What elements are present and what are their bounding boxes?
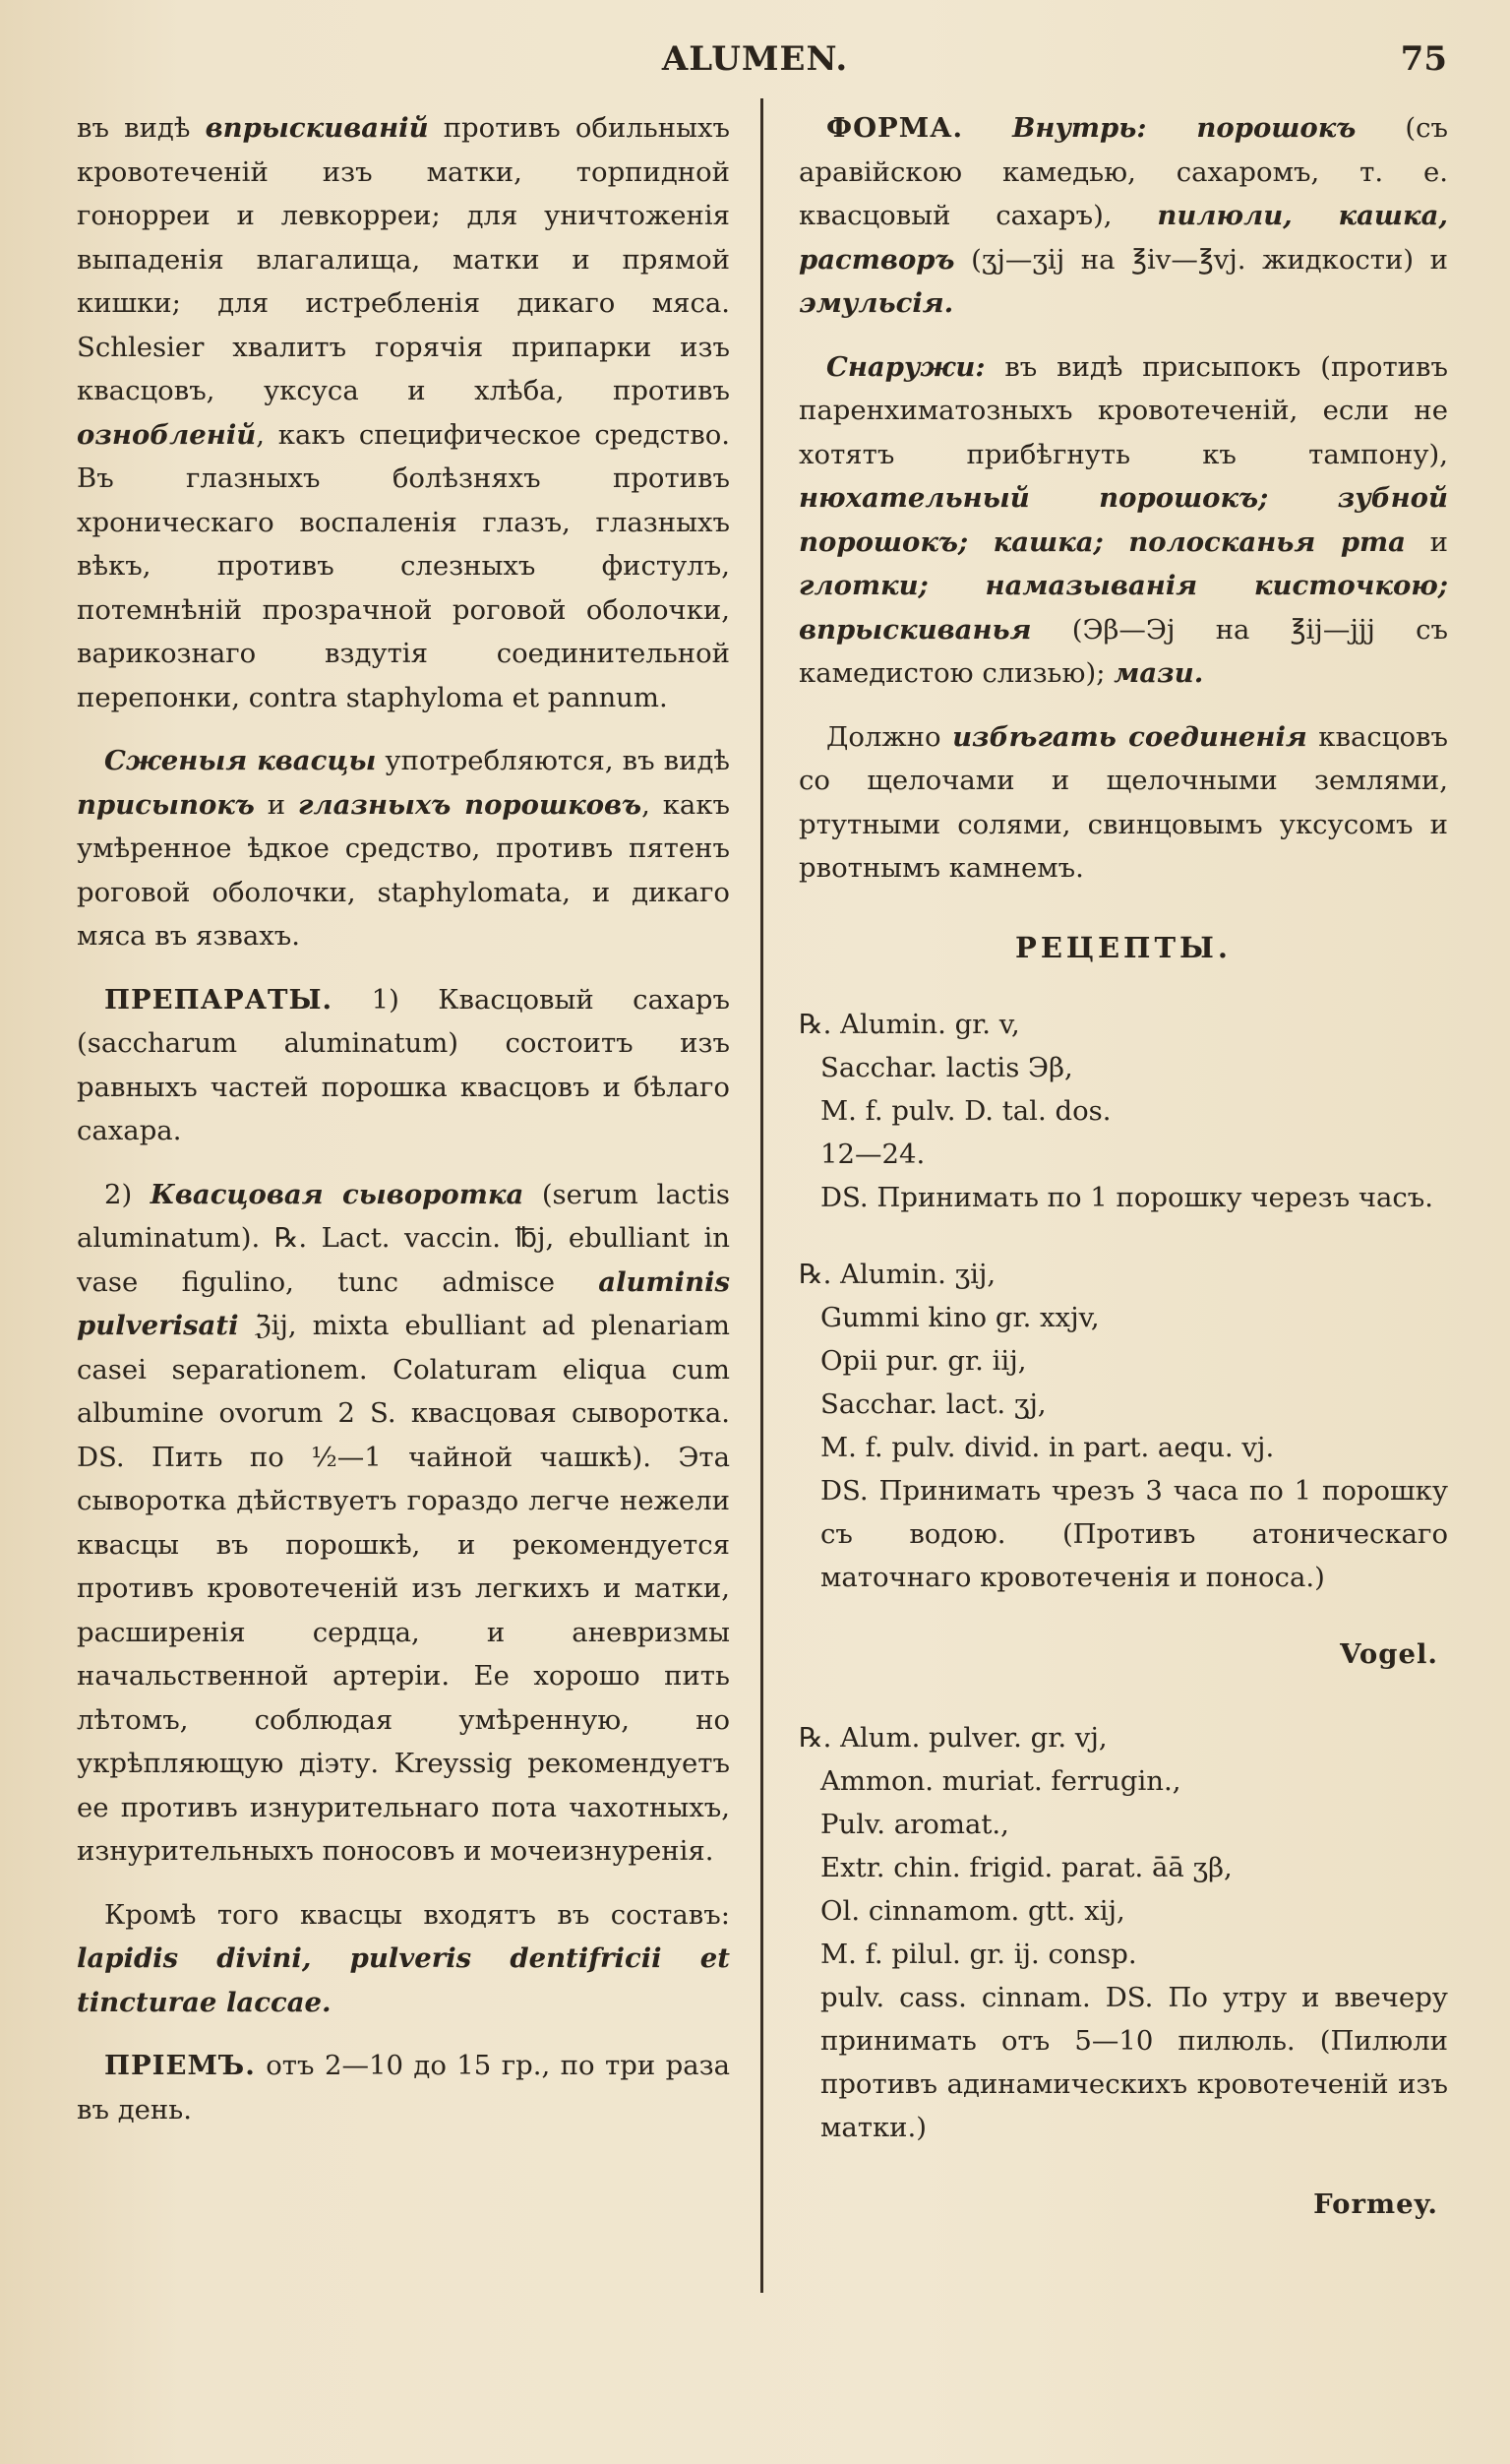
italic-term: впрыскиваній bbox=[205, 112, 429, 144]
italic-term: Квасцовая сыворотка bbox=[150, 1178, 524, 1210]
italic-term: пилюли, кашка, растворъ bbox=[799, 200, 1448, 276]
text-segment: 2) bbox=[104, 1178, 151, 1210]
recipe-line: Pulv. aromat., bbox=[820, 1808, 1009, 1840]
recipe-line: ℞. Alum. pulver. gr. vj, bbox=[799, 1721, 1108, 1754]
italic-term: нюхательный порошокъ; зубной порошокъ; кашка; полосканья рта bbox=[799, 482, 1448, 558]
recipe-line: ℞. Alumin. ʒij, bbox=[799, 1259, 997, 1290]
recipe-1 bbox=[799, 1003, 1448, 1219]
recipe-line: Sacchar. lact. ʒj, bbox=[820, 1388, 1047, 1420]
text-segment: ℨij, mixta ebulliant ad plenariam casei separationem. Colaturam eliqua cum albumine ovorum 2 S. квасцовая сыворотка. DS. Пить по ½—1 чайной чашкѣ). Эта сыворотка дѣйствуетъ гораздо легче нежели квасцы въ порошкѣ, и рекомендуется противъ кровотеченій изъ легкихъ и матки, расширенія сердца, и аневризмы начальственной артеріи. Ее хорошо пить лѣтомъ, соблюдая умѣренную, но укрѣпляющую діэту. Kreyssig рекомендуетъ ее противъ изнурительнаго пота чахотныхъ, изнурительныхъ поносовъ и мочеизнуренія. bbox=[77, 1310, 730, 1867]
recipe-2 bbox=[799, 1253, 1448, 1599]
text-segment: Должно bbox=[826, 720, 953, 753]
text-segment: (serum lactis aluminatum). ℞. Lact. vaccin. ℔j, ebulliant in vase figulino, tunc admisce bbox=[77, 1178, 730, 1298]
recipes-heading: РЕЦЕПТЫ. bbox=[1015, 930, 1232, 964]
text-segment: въ видѣ bbox=[77, 112, 206, 144]
text-segment: , какъ специфическое средство. Въ глазныхъ болѣзняхъ противъ хроническаго воспаленія глазъ, глазныхъ вѣкъ, противъ слезныхъ фистулъ, потемнѣній прозрачной роговой оболочки, варикознаго вздутія соединительной перепонки, contra staphyloma et pannum. bbox=[77, 418, 730, 713]
text-segment: употребляются, въ видѣ bbox=[376, 745, 730, 776]
right-column bbox=[799, 106, 1448, 2265]
recipe-line: Gummi kino gr. xxjv, bbox=[820, 1302, 1100, 1333]
paragraph-alumen-uses bbox=[77, 106, 730, 719]
recipe-line: DS. Принимать по 1 порошку черезъ часъ. bbox=[820, 1182, 1434, 1213]
paragraph-burnt-alum bbox=[77, 739, 730, 958]
author-signature: Vogel. bbox=[1340, 1638, 1438, 1670]
text-segment: въ видѣ присыпокъ (противъ паренхиматозныхъ кровотеченій, если не хотятъ прибѣгнуть къ тампону), bbox=[799, 350, 1448, 470]
text-segment: (съ аравійскою камедью, сахаромъ, т. е. квасцовый сахаръ), bbox=[799, 112, 1448, 231]
text-segment: Кромѣ того квасцы входятъ въ составъ: bbox=[104, 1898, 730, 1931]
paragraph-dosage bbox=[77, 2044, 730, 2131]
recipe-line: 12—24. bbox=[820, 1139, 926, 1170]
text-segment bbox=[963, 112, 1012, 144]
italic-term: Сженыя квасцы bbox=[104, 745, 377, 776]
recipe-line: M. f. pulv. D. tal. dos. bbox=[820, 1095, 1112, 1127]
paragraph-alum-whey bbox=[77, 1173, 730, 1874]
paragraph-avoid bbox=[799, 715, 1448, 891]
text-segment: квасцовъ со щелочами и щелочными землями, ртутными солями, свинцовымъ уксусомъ и рвотнымъ камнемъ. bbox=[799, 720, 1448, 884]
section-label: ФОРМА. bbox=[826, 112, 964, 144]
recipe-line: Ol. cinnamom. gtt. xij, bbox=[820, 1894, 1125, 1927]
recipe-3 bbox=[799, 1716, 1448, 2149]
italic-term: Снаружи: bbox=[826, 350, 986, 383]
recipe-line: ℞. Alumin. gr. v, bbox=[799, 1009, 1020, 1040]
italic-term: lapidis divini, pulveris dentifricii et tincturae laccae. bbox=[77, 1942, 730, 2018]
italic-term: мази. bbox=[1114, 657, 1204, 689]
recipe-line: Opii pur. gr. iij, bbox=[820, 1345, 1027, 1377]
recipe-line: pulv. cass. cinnam. DS. По утру и ввечеру принимать отъ 5—10 пилюль. (Пилюли противъ адинамическихъ кровотеченій изъ матки.) bbox=[820, 1981, 1448, 2143]
paragraph-composition bbox=[77, 1893, 730, 2025]
paragraph-external-use bbox=[799, 345, 1448, 696]
italic-term: Внутрь: порошокъ bbox=[1012, 112, 1357, 144]
recipe-line: Sacchar. lactis Эβ, bbox=[820, 1052, 1073, 1083]
page-number: 75 bbox=[1400, 39, 1447, 79]
italic-term: ознобленій bbox=[77, 418, 257, 451]
author-signature: Formey. bbox=[1313, 2187, 1438, 2220]
italic-term: эмульсія. bbox=[799, 287, 954, 319]
text-segment: 1) Квасцовый сахаръ (saccharum aluminatum) состоитъ изъ равныхъ частей порошка квасцовъ и бѣлаго сахара. bbox=[77, 983, 730, 1146]
recipe-line: M. f. pulv. divid. in part. aequ. vj. bbox=[820, 1432, 1275, 1463]
text-segment: (ʒj—ʒij на ℥iv—℥vj. жидкости) и bbox=[954, 243, 1448, 276]
text-segment: и bbox=[1405, 525, 1448, 558]
text-segment: (Эβ—Эj на ℥ij—jjj съ камедистою слизью); bbox=[799, 613, 1448, 689]
running-title: ALUMEN. bbox=[661, 39, 849, 79]
text-segment: отъ 2—10 до 15 гр., по три раза въ день. bbox=[77, 2050, 730, 2125]
text-segment: и bbox=[254, 788, 298, 821]
italic-term: глазныхъ порошковъ bbox=[297, 788, 642, 821]
paragraph-preparations bbox=[77, 978, 730, 1153]
left-column bbox=[77, 106, 730, 2151]
section-label: ПРІЕМЪ. bbox=[104, 2050, 256, 2081]
italic-term: избѣгать соединенія bbox=[952, 720, 1307, 753]
recipe-line: Ammon. muriat. ferrugin., bbox=[820, 1764, 1181, 1797]
recipe-line: M. f. pilul. gr. ij. consp. bbox=[820, 1938, 1137, 1970]
italic-term: присыпокъ bbox=[77, 788, 255, 821]
column-divider bbox=[760, 98, 763, 2293]
recipe-line: Extr. chin. frigid. parat. āā ʒβ, bbox=[820, 1851, 1233, 1883]
section-label: ПРЕПАРАТЫ. bbox=[104, 983, 333, 1016]
italic-term: глотки; намазыванія кисточкою; впрыскиванья bbox=[799, 570, 1448, 646]
text-segment: противъ обильныхъ кровотеченій изъ матки, торпидной гонорреи и левкорреи; для уничтоженія выпаденія влагалища, матки и прямой кишки; для истребленія дикаго мяса. Schlesier хвалитъ горячія припарки изъ квасцовъ, уксуса и хлѣба, противъ bbox=[77, 112, 730, 406]
recipe-line: DS. Принимать чрезъ 3 часа по 1 порошку съ водою. (Противъ атоническаго маточнаго кровотеченія и поноса.) bbox=[820, 1475, 1448, 1593]
italic-term: aluminis pulverisati bbox=[77, 1265, 730, 1341]
text-segment: , какъ умѣренное ѣдкое средство, противъ пятенъ роговой оболочки, staphylomata, и дикаго мяса въ язвахъ. bbox=[77, 788, 730, 952]
running-head bbox=[0, 28, 1510, 87]
paragraph-form bbox=[799, 106, 1448, 326]
